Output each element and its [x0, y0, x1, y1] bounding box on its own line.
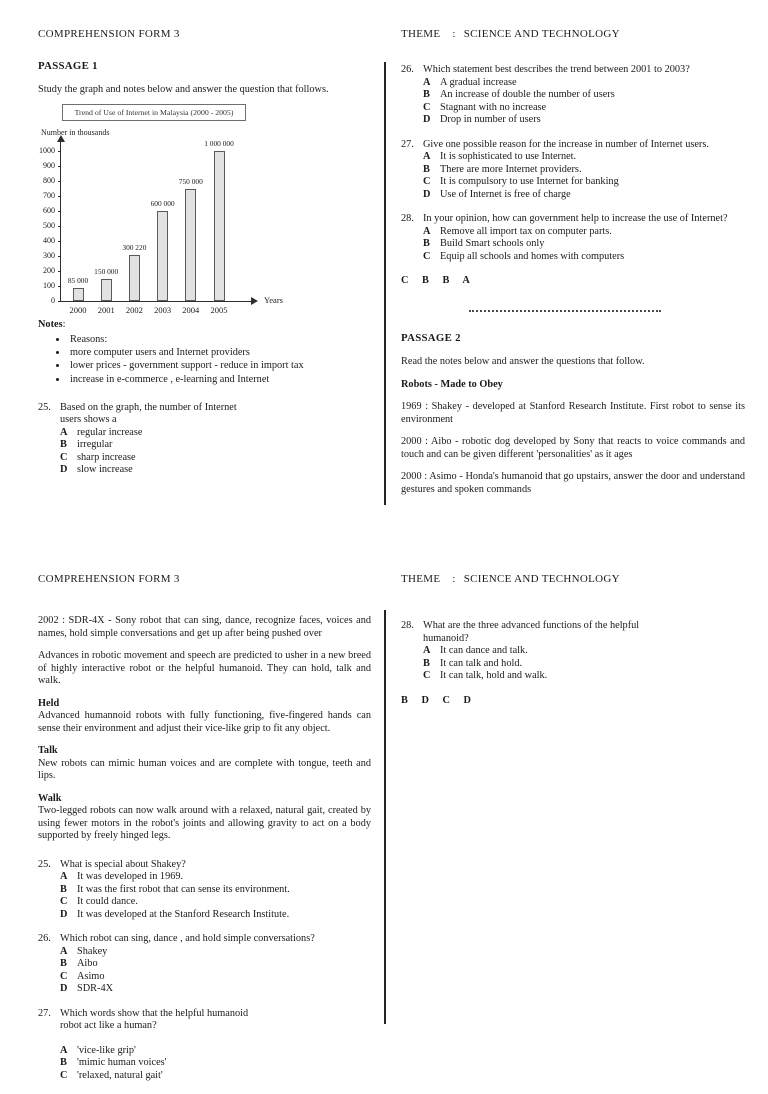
- page-2: [0, 540, 768, 1081]
- y-tick-label: 400: [43, 236, 55, 245]
- option-c: [423, 102, 745, 115]
- option-b: [423, 238, 745, 251]
- option-letter: A: [423, 645, 431, 656]
- chart-bar-2001: [101, 279, 112, 302]
- option-letter: A: [423, 151, 431, 162]
- dotted-separator: [469, 310, 661, 312]
- y-tick-label: 200: [43, 266, 55, 275]
- option-a: [423, 77, 745, 90]
- theme-value: SCIENCE AND TECHNOLOGY: [463, 573, 620, 585]
- chart-plot: [39, 139, 283, 315]
- option-letter: A: [60, 1044, 68, 1056]
- y-tick-label: 300: [43, 251, 55, 260]
- notes-colon: :: [62, 319, 66, 330]
- question-text: Which statement best describes the trend between 2001 to 2003?: [423, 64, 690, 75]
- option-b: [60, 884, 371, 897]
- passage-paragraph-shakey: 1969 : Shakey - developed at Stanford Research Institute. First robot to sense its environment: [401, 401, 745, 425]
- question-26: [38, 933, 371, 996]
- note-item: • lower prices - government support - reduce in import tax: [68, 359, 371, 372]
- option-a: [60, 1045, 371, 1058]
- question-text: Which robot can sing, dance , and hold simple conversations?: [60, 933, 315, 944]
- question-number: 25.: [38, 401, 51, 413]
- option-text: regular increase: [77, 426, 143, 438]
- option-b: [423, 658, 745, 671]
- option-d: [423, 189, 745, 202]
- option-a: [60, 871, 371, 884]
- question-text: What are the three advanced functions of the helpful humanoid?: [423, 620, 640, 644]
- chart-bar-2004: [185, 189, 196, 302]
- column-divider: [384, 62, 386, 505]
- option-text: It could dance.: [77, 896, 138, 907]
- page2-header-theme: [401, 573, 620, 585]
- option-text: 'relaxed, natural gait': [77, 1069, 163, 1081]
- note-item: • more computer users and Internet providers: [68, 346, 371, 359]
- chart-bar-2003: [157, 211, 168, 301]
- paragraph-held: Advanced humannoid robots with fully functioning, five-fingered hands can sense their environment and adjust their vice-like grip to fit any object.: [38, 710, 371, 734]
- page2-left-column: [38, 615, 371, 1094]
- question-28: [401, 213, 745, 263]
- option-text: Use of Internet is free of charge: [440, 188, 571, 200]
- option-letter: C: [60, 1069, 68, 1081]
- question-25: [38, 402, 371, 477]
- y-tick-label: 1000: [39, 146, 55, 155]
- option-letter: B: [60, 883, 67, 895]
- passage-2-instruction: Read the notes below and answer the questions that follow.: [401, 356, 645, 367]
- y-tick-mark: [58, 301, 61, 302]
- chart-title: Trend of Use of Internet in Malaysia (2000 - 2005): [62, 104, 246, 121]
- bar-value-label: 300 220: [122, 242, 147, 252]
- question-26: [401, 64, 745, 127]
- x-tick-label: 2004: [182, 305, 200, 315]
- subhead-talk: Talk: [38, 745, 58, 756]
- y-tick-label: 900: [43, 161, 55, 170]
- x-tick-label: 2002: [125, 305, 143, 315]
- question-27: [401, 139, 745, 202]
- page2-header-title: [38, 573, 180, 585]
- option-text: irregular: [77, 439, 113, 451]
- question-number: 27.: [401, 138, 414, 150]
- option-text: sharp increase: [77, 451, 136, 463]
- option-text: It is sophisticated to use Internet.: [440, 151, 577, 162]
- option-letter: D: [423, 114, 431, 125]
- option-text: Build Smart schools only: [440, 238, 545, 249]
- option-letter: A: [60, 871, 68, 882]
- note-item: • increase in e-commerce , e-learning and Internet: [68, 373, 371, 386]
- y-tick-mark: [58, 271, 61, 272]
- y-tick-mark: [58, 166, 61, 167]
- x-tick-label: 2005: [210, 305, 228, 315]
- option-letter: C: [60, 896, 68, 907]
- option-letter: C: [423, 670, 431, 681]
- theme-colon: :: [452, 28, 456, 40]
- question-text: What is special about Shakey?: [60, 858, 186, 870]
- y-axis-arrow-icon: [57, 135, 65, 142]
- question-25: [38, 859, 371, 922]
- option-letter: D: [60, 908, 68, 920]
- y-tick-mark: [58, 196, 61, 197]
- option-letter: B: [60, 1057, 67, 1068]
- option-letter: D: [423, 188, 431, 200]
- paragraph-advances: Advances in robotic movement and speech are predicted to usher in a new breed of highly interactive robot or the helpful humanoid. They can hold, talk and walk.: [38, 650, 371, 686]
- answer-key: B D C D: [401, 694, 472, 706]
- question-number: 28.: [401, 213, 414, 224]
- option-text: It was developed in 1969.: [77, 871, 184, 882]
- option-c: [60, 452, 371, 465]
- option-letter: C: [423, 176, 431, 187]
- option-c: [60, 971, 371, 984]
- chart-bar-2002: [129, 255, 140, 302]
- y-tick-label: 100: [43, 281, 55, 290]
- question-number: 28.: [401, 620, 414, 631]
- option-letter: C: [423, 101, 431, 113]
- option-b: [60, 958, 371, 971]
- option-letter: A: [60, 426, 68, 438]
- option-d: [423, 114, 745, 127]
- option-text: It was the first robot that can sense its environment.: [77, 883, 290, 895]
- option-b: [423, 89, 745, 102]
- x-axis-arrow-icon: [251, 297, 258, 305]
- x-tick-label: 2003: [154, 305, 172, 315]
- answer-key: C B B A: [401, 275, 471, 286]
- question-27: [38, 1008, 371, 1083]
- option-letter: A: [60, 945, 68, 957]
- page-1: [0, 0, 768, 540]
- subhead-held: Held: [38, 697, 60, 709]
- option-c: [423, 670, 745, 683]
- page1-header-theme: [401, 28, 620, 40]
- theme-value: SCIENCE AND TECHNOLOGY: [463, 28, 620, 40]
- question-text: In your opinion, how can government help to increase the use of Internet?: [423, 213, 728, 224]
- bar-value-label: 150 000: [94, 266, 119, 276]
- note-item: • Reasons:: [68, 333, 371, 346]
- option-c: [60, 896, 371, 909]
- option-text: 'mimic human voices': [77, 1057, 167, 1068]
- y-tick-mark: [58, 286, 61, 287]
- option-c: [423, 251, 745, 264]
- option-text: It is compulsory to use Internet for banking: [440, 176, 619, 187]
- option-letter: D: [60, 464, 68, 476]
- option-d: [60, 464, 371, 477]
- option-text: It can talk, hold and walk.: [440, 670, 548, 681]
- option-d: [60, 983, 371, 996]
- y-tick-mark: [58, 181, 61, 182]
- theme-label: THEME: [401, 573, 441, 585]
- option-d: [60, 909, 371, 922]
- option-a: [60, 427, 371, 440]
- internet-usage-bar-chart: [38, 104, 371, 315]
- page1-right-column: [401, 58, 745, 506]
- option-text: It was developed at the Stanford Research Institute.: [77, 908, 290, 920]
- option-letter: B: [423, 163, 430, 175]
- y-tick-label: 0: [51, 296, 55, 305]
- column-divider: [384, 610, 386, 1024]
- bar-value-label: 750 000: [178, 176, 203, 186]
- option-text: 'vice-like grip': [77, 1044, 136, 1056]
- option-text: slow increase: [77, 464, 133, 476]
- option-text: It can dance and talk.: [440, 645, 528, 656]
- option-a: [60, 946, 371, 959]
- option-letter: A: [423, 76, 431, 88]
- theme-colon: :: [452, 573, 456, 585]
- question-28: [401, 620, 745, 683]
- passage-2-title: PASSAGE 2: [401, 332, 461, 344]
- x-tick-label: 2001: [97, 305, 115, 315]
- form-title: COMPREHENSION FORM 3: [38, 573, 180, 585]
- x-tick-label: 2000: [69, 305, 87, 315]
- option-text: Drop in number of users: [440, 114, 541, 125]
- question-number: 25.: [38, 858, 51, 870]
- chart-bar-2000: [73, 288, 84, 301]
- passage-2-heading: Robots - Made to Obey: [401, 378, 503, 390]
- option-b: [423, 164, 745, 177]
- option-letter: D: [60, 983, 68, 994]
- question-number: 27.: [38, 1007, 51, 1019]
- option-b: [60, 439, 371, 452]
- option-a: [423, 645, 745, 658]
- option-text: Asimo: [77, 970, 105, 982]
- option-a: [423, 226, 745, 239]
- y-tick-mark: [58, 241, 61, 242]
- option-text: An increase of double the number of users: [440, 89, 615, 100]
- question-text: Give one possible reason for the increase in number of Internet users.: [423, 138, 709, 150]
- option-text: Remove all import tax on computer parts.: [440, 225, 612, 237]
- option-b: [60, 1057, 371, 1070]
- option-text: It can talk and hold.: [440, 657, 523, 669]
- option-letter: C: [60, 451, 68, 463]
- subhead-walk: Walk: [38, 792, 62, 804]
- option-letter: C: [423, 250, 431, 262]
- option-text: A gradual increase: [440, 76, 517, 88]
- chart-x-axis-label: Years: [264, 295, 283, 305]
- paragraph-talk: New robots can mimic human voices and are complete with tongue, teeth and lips.: [38, 757, 371, 781]
- y-tick-mark: [58, 211, 61, 212]
- question-number: 26.: [401, 64, 414, 75]
- passage-paragraph-aibo: 2000 : Aibo - robotic dog developed by Sony that reacts to voice commands and touch and can be given different 'personalities' as it ages: [401, 436, 745, 460]
- page2-right-column: [401, 616, 745, 706]
- form-title: COMPREHENSION FORM 3: [38, 28, 180, 40]
- option-text: There are more Internet providers.: [440, 163, 582, 175]
- option-letter: B: [60, 439, 67, 451]
- notes-heading: Notes: [38, 319, 63, 330]
- paragraph-sdr4x: 2002 : SDR-4X - Sony robot that can sing, dance, recognize faces, voices and names, hold simple conversations and get up after being pushed over: [38, 615, 371, 639]
- bar-value-label: 85 000: [67, 276, 89, 286]
- option-c: [423, 176, 745, 189]
- question-number: 26.: [38, 933, 51, 944]
- bar-value-label: 1 000 000: [204, 139, 234, 148]
- option-text: Aibo: [77, 958, 98, 969]
- y-tick-mark: [58, 226, 61, 227]
- y-tick-label: 700: [43, 191, 55, 200]
- option-text: Equip all schools and homes with computers: [440, 250, 625, 262]
- option-letter: B: [60, 958, 67, 969]
- option-c: [60, 1070, 371, 1083]
- notes-section: [38, 319, 371, 386]
- y-tick-label: 600: [43, 206, 55, 215]
- theme-label: THEME: [401, 28, 441, 40]
- y-tick-label: 800: [43, 176, 55, 185]
- notes-list: [68, 333, 371, 386]
- option-text: SDR-4X: [77, 983, 114, 994]
- question-text: Based on the graph, the number of Internet users shows a: [60, 401, 237, 426]
- page1-header-title: [38, 28, 180, 40]
- passage-1-instruction: Study the graph and notes below and answer the question that follows.: [38, 84, 329, 95]
- option-text: Stagnant with no increase: [440, 101, 547, 113]
- option-letter: B: [423, 657, 430, 669]
- bar-value-label: 600 000: [150, 199, 175, 208]
- page1-left-column: [38, 60, 371, 489]
- y-tick-mark: [58, 256, 61, 257]
- option-a: [423, 151, 745, 164]
- option-letter: B: [423, 238, 430, 249]
- passage-1-title: PASSAGE 1: [38, 60, 98, 72]
- y-tick-label: 500: [43, 221, 55, 230]
- option-text: Shakey: [77, 945, 108, 957]
- chart-y-axis-label: Number in thousands: [41, 128, 110, 137]
- question-text: Which words show that the helpful humanoid robot act like a human?: [60, 1007, 249, 1031]
- option-letter: B: [423, 89, 430, 100]
- chart-bar-2005: [214, 151, 225, 301]
- passage-paragraph-asimo: 2000 : Asimo - Honda's humanoid that go upstairs, answer the door and understand gestures and spoken commands: [401, 471, 745, 495]
- y-tick-mark: [58, 151, 61, 152]
- option-letter: A: [423, 225, 431, 237]
- option-letter: C: [60, 970, 68, 982]
- paragraph-walk: Two-legged robots can now walk around with a relaxed, natural gait, created by using fewer motors in the robot's joints and allowing gravity to act on a body supported by freely hinged legs.: [38, 805, 371, 841]
